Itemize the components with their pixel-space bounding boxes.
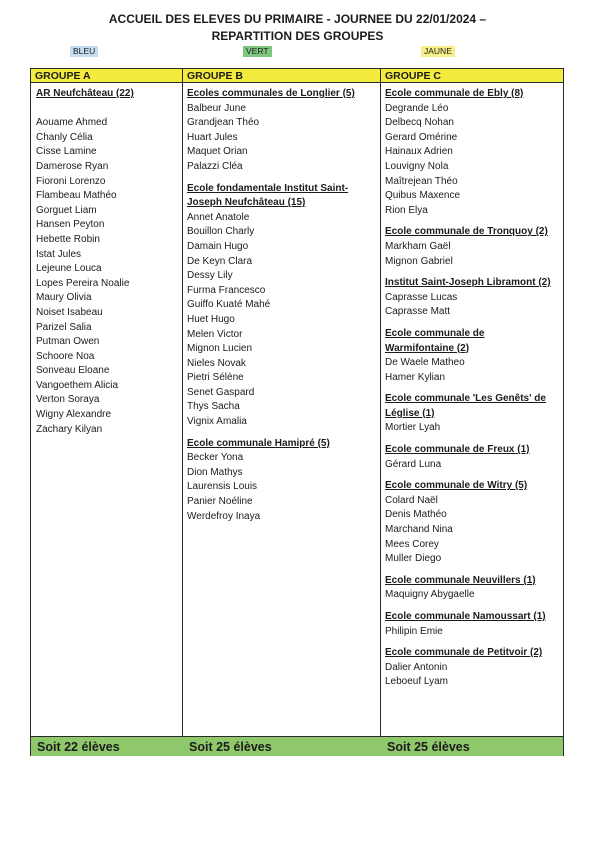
- school-name: Ecole communale de Freux (1): [385, 444, 530, 456]
- student-name: Dalier Antonin: [385, 661, 448, 673]
- school-name: Ecole communale Neuvillers (1): [385, 574, 536, 586]
- school-block: [385, 392, 561, 436]
- group-a-column: [36, 87, 178, 437]
- color-tag-jaune: JAUNE: [421, 46, 455, 57]
- color-tag-bleu: BLEU: [70, 46, 98, 57]
- student-name: Melen Victor: [187, 328, 243, 340]
- school-block: [187, 182, 377, 430]
- student-name: Fioroni Lorenzo: [36, 175, 106, 187]
- column-divider: [380, 69, 381, 755]
- school-name: Ecole fondamentale Institut Saint-: [187, 182, 349, 194]
- student-name: Sonveau Eloane: [36, 365, 110, 377]
- student-name: Colard Naël: [385, 494, 438, 506]
- school-block: [385, 443, 561, 472]
- student-name: Leboeuf Lyam: [385, 676, 449, 688]
- school-block: [385, 574, 561, 603]
- student-name: Vignix Amalia: [187, 416, 247, 428]
- student-name: Becker Yona: [187, 452, 244, 464]
- student-name: Aouame Ahmed: [36, 117, 108, 129]
- student-name: Bouillon Charly: [187, 226, 255, 238]
- student-name: De Keyn Clara: [187, 255, 253, 267]
- student-name: De Waele Matheo: [385, 357, 465, 369]
- group-b-header: GROUPE B: [183, 69, 381, 83]
- student-name: Marchand Nina: [385, 524, 453, 536]
- school-name: Ecole communale Namoussart (1): [385, 611, 546, 622]
- student-name: Rion Elya: [385, 204, 428, 216]
- student-name: Gorguet Liam: [36, 204, 97, 216]
- group-b-total: Soit 25 élèves: [183, 736, 381, 756]
- student-name: Muller Diego: [385, 553, 442, 565]
- school-name: Ecole communale de Witry (5): [385, 480, 528, 492]
- student-name: Istat Jules: [36, 248, 82, 260]
- student-name: Damain Hugo: [187, 240, 249, 252]
- group-b-column: [187, 87, 377, 524]
- student-name: Maîtrejean Théo: [385, 175, 458, 187]
- student-name: Schoore Noa: [36, 350, 95, 362]
- student-name: Lejeune Louca: [36, 263, 102, 275]
- student-name: Huet Hugo: [187, 313, 235, 325]
- student-name: Maury Olivia: [36, 292, 92, 304]
- school-name: Joseph Neufchâteau (15): [187, 197, 306, 209]
- student-name: Furma Francesco: [187, 284, 266, 296]
- group-a-total: Soit 22 élèves: [31, 736, 183, 756]
- student-name: Hansen Peyton: [36, 219, 105, 231]
- student-name: Guiffo Kuaté Mahé: [187, 299, 271, 311]
- student-name: Quibus Maxence: [385, 190, 461, 202]
- group-c-header: GROUPE C: [381, 69, 563, 83]
- groups-table: [30, 68, 564, 756]
- student-name: Degrande Léo: [385, 102, 449, 114]
- group-a-header: GROUPE A: [31, 69, 183, 83]
- column-divider: [182, 69, 183, 755]
- student-name: Caprasse Matt: [385, 306, 451, 318]
- school-name: Ecole communale de: [385, 327, 485, 339]
- school-name: Ecole communale 'Les Genêts' de: [385, 393, 546, 405]
- student-name: Mignon Lucien: [187, 343, 253, 355]
- student-name: Parizel Salia: [36, 321, 92, 333]
- school-block: [385, 646, 561, 690]
- school-name: Ecole communale de Ebly (8): [385, 88, 524, 99]
- student-name: Nieles Novak: [187, 357, 246, 369]
- color-tag-vert: VERT: [243, 46, 272, 57]
- school-block: [187, 87, 377, 175]
- document-title-line-1: ACCUEIL DES ELEVES DU PRIMAIRE - JOURNEE DU 22/01/2024 –: [108, 12, 487, 26]
- student-name: Wigny Alexandre: [36, 409, 112, 421]
- school-block: [36, 87, 178, 437]
- school-name: Ecoles communales de Longlier (5): [187, 88, 355, 99]
- student-name: Thys Sacha: [187, 401, 240, 413]
- school-block: [385, 479, 561, 567]
- school-block: [385, 610, 561, 639]
- document-title-line-2: REPARTITION DES GROUPES: [211, 29, 384, 43]
- student-name: Panier Noéline: [187, 496, 253, 508]
- student-name: Hamer Kylian: [385, 371, 446, 383]
- student-name: Damerose Ryan: [36, 160, 109, 172]
- school-name: AR Neufchâteau (22): [36, 88, 134, 99]
- school-name: Ecole communale Hamipré (5): [187, 437, 330, 449]
- student-name: Gérard Luna: [385, 458, 442, 470]
- student-name: Cisse Lamine: [36, 146, 97, 158]
- student-name: Maquet Orian: [187, 146, 248, 158]
- school-block: [385, 225, 561, 269]
- school-block: [385, 327, 561, 385]
- group-c-column: [385, 87, 561, 690]
- student-name: Lopes Pereira Noalie: [36, 277, 130, 289]
- school-name: Warmifontaine (2): [385, 342, 470, 354]
- student-name: Noiset Isabeau: [36, 306, 103, 318]
- student-name: Werdefroy Inaya: [187, 510, 261, 522]
- student-name: Mortier Lyah: [385, 422, 441, 434]
- school-block: [385, 87, 561, 218]
- student-name: Delbecq Nohan: [385, 117, 454, 129]
- student-name: Caprasse Lucas: [385, 291, 458, 303]
- student-name: Huart Jules: [187, 131, 238, 143]
- school-block: [187, 437, 377, 525]
- student-name: Putman Owen: [36, 336, 100, 348]
- student-name: Mees Corey: [385, 538, 439, 550]
- student-name: Maquigny Abygaelle: [385, 589, 475, 601]
- student-name: Hebette Robin: [36, 233, 100, 245]
- group-c-total: Soit 25 élèves: [381, 736, 563, 756]
- student-name: Flambeau Mathéo: [36, 190, 117, 202]
- student-name: Louvigny Nola: [385, 160, 449, 172]
- student-name: Verton Soraya: [36, 394, 100, 406]
- student-name: Pietri Sélène: [187, 372, 244, 384]
- student-name: Philipin Emie: [385, 625, 443, 637]
- student-name: Hainaux Adrien: [385, 146, 453, 158]
- school-name: Institut Saint-Joseph Libramont (2): [385, 277, 551, 289]
- student-name: Annet Anatole: [187, 211, 250, 223]
- student-name: Palazzi Cléa: [187, 160, 243, 172]
- school-name: Ecole communale de Petitvoir (2): [385, 647, 543, 659]
- student-name: Laurensis Louis: [187, 481, 258, 493]
- student-name: Senet Gaspard: [187, 386, 255, 398]
- school-name: Ecole communale de Tronquoy (2): [385, 226, 548, 238]
- student-name: Gerard Omérine: [385, 131, 458, 143]
- student-name: Markham Gaël: [385, 240, 451, 252]
- student-name: Zachary Kilyan: [36, 423, 103, 435]
- student-name: Balbeur June: [187, 102, 246, 114]
- student-name: Dion Mathys: [187, 466, 243, 478]
- school-name: Léglise (1): [385, 407, 435, 419]
- student-name: Vangoethem Alicia: [36, 379, 119, 391]
- student-name: Chanly Célia: [36, 131, 93, 143]
- school-block: [385, 276, 561, 320]
- student-name: Dessy Lily: [187, 270, 233, 282]
- student-name: Grandjean Théo: [187, 117, 260, 129]
- student-name: Mignon Gabriel: [385, 255, 453, 267]
- student-name: Denis Mathéo: [385, 509, 447, 521]
